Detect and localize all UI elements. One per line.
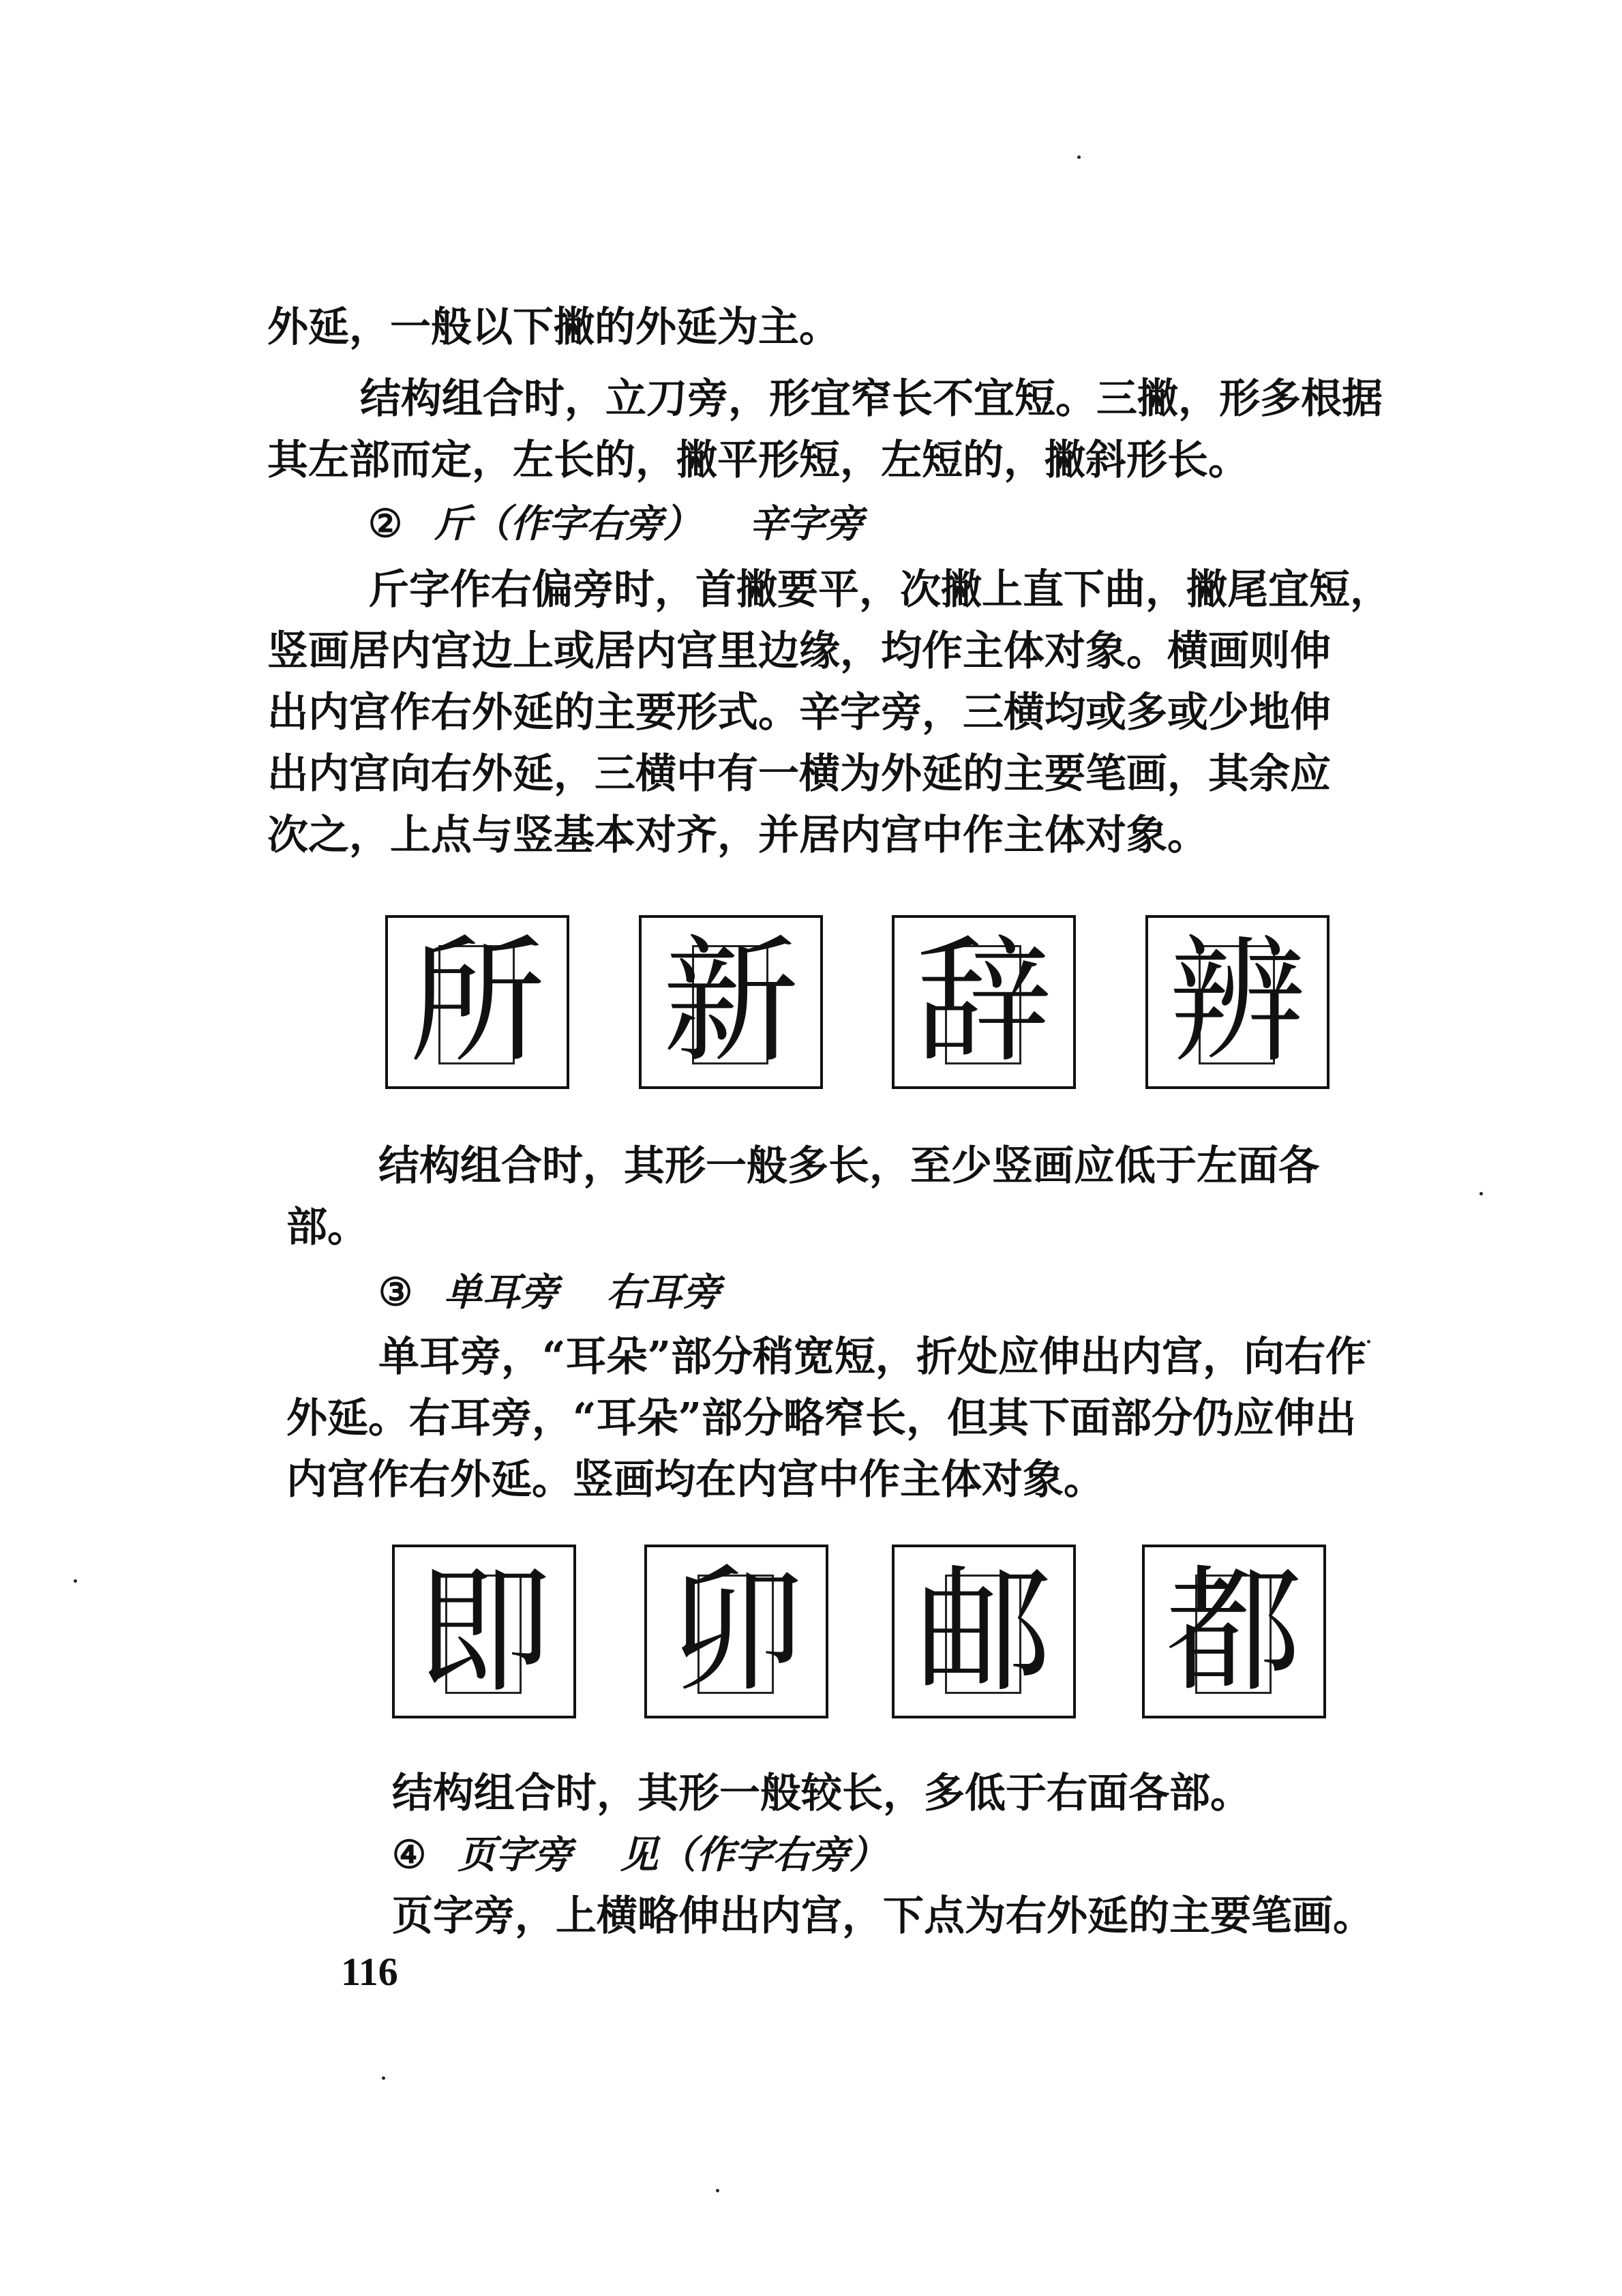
text-line: 内宫作右外延。竖画均在内宫中作主体对象。 [286, 1456, 1105, 1504]
text-line: 页字旁，上横略伸出内宫，下点为右外延的主要笔画。 [392, 1892, 1374, 1940]
heading-title: 页字旁 [457, 1832, 573, 1877]
example-row [385, 915, 1347, 1092]
text-line: 外延，一般以下撇的外延为主。 [267, 303, 840, 351]
example-character: 辞 [915, 923, 1052, 1082]
text-line: 出内宫向右外延，三横中有一横为外延的主要笔画，其余应 [267, 750, 1331, 798]
example-box [892, 1545, 1076, 1718]
section-heading [378, 1265, 721, 1320]
example-character: 即 [415, 1552, 552, 1711]
section-heading [368, 496, 863, 551]
scan-speck [1367, 1340, 1370, 1343]
text-line: 结构组合时，其形一般较长，多低于右面各部。 [392, 1770, 1251, 1817]
text-line: 其左部而定，左长的，撇平形短，左短的，撇斜形长。 [267, 436, 1249, 484]
scan-speck [74, 1579, 77, 1583]
heading-title: 斤（作字右旁） [434, 501, 702, 546]
example-character: 都 [1165, 1552, 1302, 1711]
example-box [644, 1545, 828, 1718]
page-number: 116 [341, 1950, 398, 1994]
text-line: 外延。右耳旁，“耳朵”部分略窄长，但其下面部分仍应伸出 [286, 1395, 1357, 1442]
scan-speck [1077, 155, 1081, 159]
example-box [392, 1545, 576, 1718]
heading-title: 单耳旁 [444, 1270, 559, 1315]
scan-speck [1480, 1192, 1483, 1195]
example-character: 新 [662, 923, 799, 1082]
section-number: ② [368, 501, 403, 546]
scan-speck [382, 2076, 385, 2080]
heading-title: 见（作字右旁） [620, 1832, 888, 1877]
example-box [1145, 915, 1330, 1089]
example-character: 所 [408, 923, 545, 1082]
heading-title: 右耳旁 [606, 1270, 721, 1315]
example-box [1142, 1545, 1326, 1718]
text-line: 部。 [286, 1204, 368, 1251]
text-line: 结构组合时，立刀旁，形宜窄长不宜短。三撇，形多根据 [360, 375, 1383, 423]
example-character: 辨 [1169, 923, 1306, 1082]
example-box [385, 915, 569, 1089]
text-line: 斤字作右偏旁时，首撇要平，次撇上直下曲，撇尾宜短， [368, 566, 1391, 614]
scan-speck [716, 2189, 719, 2192]
text-line: 出内宫作右外延的主要形式。辛字旁，三横均或多或少地伸 [267, 689, 1331, 736]
text-line: 次之，上点与竖基本对齐，并居内宫中作主体对象。 [267, 811, 1208, 859]
text-line: 竖画居内宫边上或居内宫里边缘，均作主体对象。横画则伸 [267, 627, 1331, 675]
text-line: 单耳旁，“耳朵”部分稍宽短，折处应伸出内宫，向右作 [378, 1333, 1367, 1381]
section-heading [392, 1828, 887, 1882]
heading-title: 辛字旁 [749, 501, 864, 546]
example-box [892, 915, 1076, 1089]
example-row [392, 1545, 1353, 1722]
text-line: 结构组合时，其形一般多长，至少竖画应低于左面各 [378, 1142, 1319, 1190]
example-character: 邮 [915, 1552, 1052, 1711]
example-character: 卯 [667, 1552, 805, 1711]
example-box [639, 915, 823, 1089]
section-number: ④ [392, 1832, 427, 1877]
section-number: ③ [378, 1270, 413, 1315]
